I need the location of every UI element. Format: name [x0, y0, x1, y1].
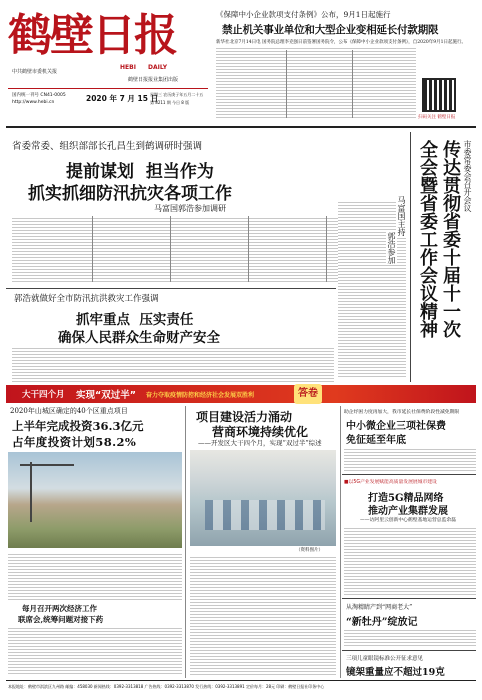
- qr-code[interactable]: [422, 78, 456, 112]
- right-item2-body: [344, 526, 476, 596]
- right-item3-kicker: 从淘精睛产到“网商老大”: [346, 604, 413, 611]
- right-item2-sub: ——访阿里云创新中心鹤壁基地运营总监余磊: [360, 518, 456, 523]
- right-item3-body: [344, 628, 476, 648]
- right-item3-headline: “新牡丹”绽放记: [346, 617, 418, 628]
- project-body: [190, 555, 336, 677]
- right-item4-kicker: 三项儿童眼镜标准公开征求意见: [346, 656, 424, 662]
- project-headline-2: 营商环境持续优化: [212, 425, 309, 439]
- bottom-left-body: [8, 626, 182, 676]
- project-sub: ——开发区大干四个月，实现“双过半”综述: [198, 439, 322, 447]
- banner-slogan: 实现“双过半”: [76, 390, 136, 401]
- right-item1-body: [344, 447, 476, 473]
- crane-arm: [20, 464, 74, 466]
- investment-headline-1: 上半年完成投资36.3亿元: [12, 419, 144, 433]
- lead-headline-2: 抓实抓细防汛抗灾各项工作: [28, 184, 232, 204]
- right-story-byline-a: 马富国主持: [397, 196, 406, 236]
- lead-kicker: 省委常委、组织部部长孔昌生到鹤调研时强调: [12, 141, 203, 152]
- footer-text: 本报地址：鹤壁市淇滨区九州路 邮编：458030 新闻热线：0392-3313818 广告热线：0392-3313870 发行热线：0392-3313891 定价每月：28元 印刷：鹤壁日报社印务中心: [8, 684, 325, 689]
- website: http://www.hebi.cn: [12, 100, 55, 105]
- lead-headline-1: 提前谋划 担当作为: [66, 162, 214, 182]
- banner-lead: 大干四个月: [22, 390, 65, 400]
- masthead: [8, 6, 208, 124]
- right-story-headline-b: 全会暨省委工作会议精神: [417, 140, 438, 338]
- second-headline-2: 确保人民群众生命财产安全: [58, 330, 220, 346]
- right-item1-headline-2: 免征延至年底: [346, 435, 406, 446]
- investment-body: [8, 552, 182, 600]
- right-story-byline-b: 郭浩参加: [387, 232, 396, 264]
- top-news-kicker: 《保障中小企业款项支付条例》公布，9月1日起施行: [216, 10, 391, 19]
- right-item1-kicker: 助企纾困力度再加大，我市延长社保费阶段性减免期限: [344, 410, 460, 415]
- right-item1-headline-1: 中小微企业三项社保费: [346, 421, 446, 432]
- lead-byline: 马富国郭浩参加调研: [154, 204, 226, 213]
- bottom-left-headline-1: 每月召开两次经济工作: [22, 604, 97, 613]
- issue-info: 第 8211 期 今日 8 版: [150, 100, 190, 105]
- right-item2-label: ■以5G产业发展赋能高质量发展展城市建设: [344, 480, 437, 485]
- masthead-sponsor: 中共鹤壁市委机关报: [12, 69, 58, 75]
- masthead-publisher: 鹤壁日报报业集团出版: [128, 77, 179, 83]
- second-body: [12, 346, 334, 382]
- top-news-headline: 禁止机关事业单位和大型企业变相延长付款期限: [222, 24, 439, 36]
- right-story-kicker: 市委常委会召开会议: [463, 140, 472, 212]
- right-item4-headline: 镜架重量应不超过19克: [346, 667, 445, 678]
- masthead-title: 鹤壁日报: [8, 10, 176, 61]
- right-item2-headline-1: 打造5G精品网络: [368, 493, 444, 504]
- issue-date: 2020 年 7 月 15 日: [86, 94, 159, 103]
- second-headline-1: 抓牢重点 压实责任: [76, 312, 194, 328]
- second-kicker: 郭浩就做好全市防汛抗洪救灾工作强调: [14, 294, 159, 304]
- project-photo-caption: （资料图片）: [296, 548, 323, 553]
- right-story-headline-a: 传达贯彻省委十届十一次: [440, 140, 461, 338]
- investment-headline-2: 占年度投资计划58.2%: [12, 435, 137, 449]
- construction-photo: [8, 452, 182, 548]
- crane-silhouette: [30, 462, 32, 522]
- cn-number: 国内统一刊号 CN41-0005: [12, 93, 66, 98]
- banner-sub: 奋力夺取疫情防控和经济社会发展双胜利: [146, 392, 255, 399]
- project-headline-1: 项目建设活力涌动: [196, 410, 293, 424]
- weekday-info: 星期三 农历庚子年五月二十五: [150, 92, 204, 97]
- masthead-pinyin-hebi: HEBI: [120, 64, 136, 71]
- factory-workers: [205, 500, 325, 530]
- top-news-summary: 新华社北京7月14日电 国务院总理李克强日前签署国务院令，公布《保障中小企业款项支付条例》，自2020年9月1日起施行。: [216, 40, 466, 45]
- qr-caption: 扫码关注 鹤壁日报: [418, 115, 456, 120]
- banner-tag: 答卷: [294, 384, 322, 404]
- masthead-pinyin-daily: DAILY: [148, 64, 168, 71]
- factory-photo: [190, 450, 336, 546]
- investment-kicker: 2020年山城区确定的40个区重点项目: [10, 407, 128, 415]
- bottom-left-headline-2: 联席会,统筹问题对接下药: [18, 615, 104, 624]
- right-item2-headline-2: 推动产业集群发展: [368, 506, 448, 517]
